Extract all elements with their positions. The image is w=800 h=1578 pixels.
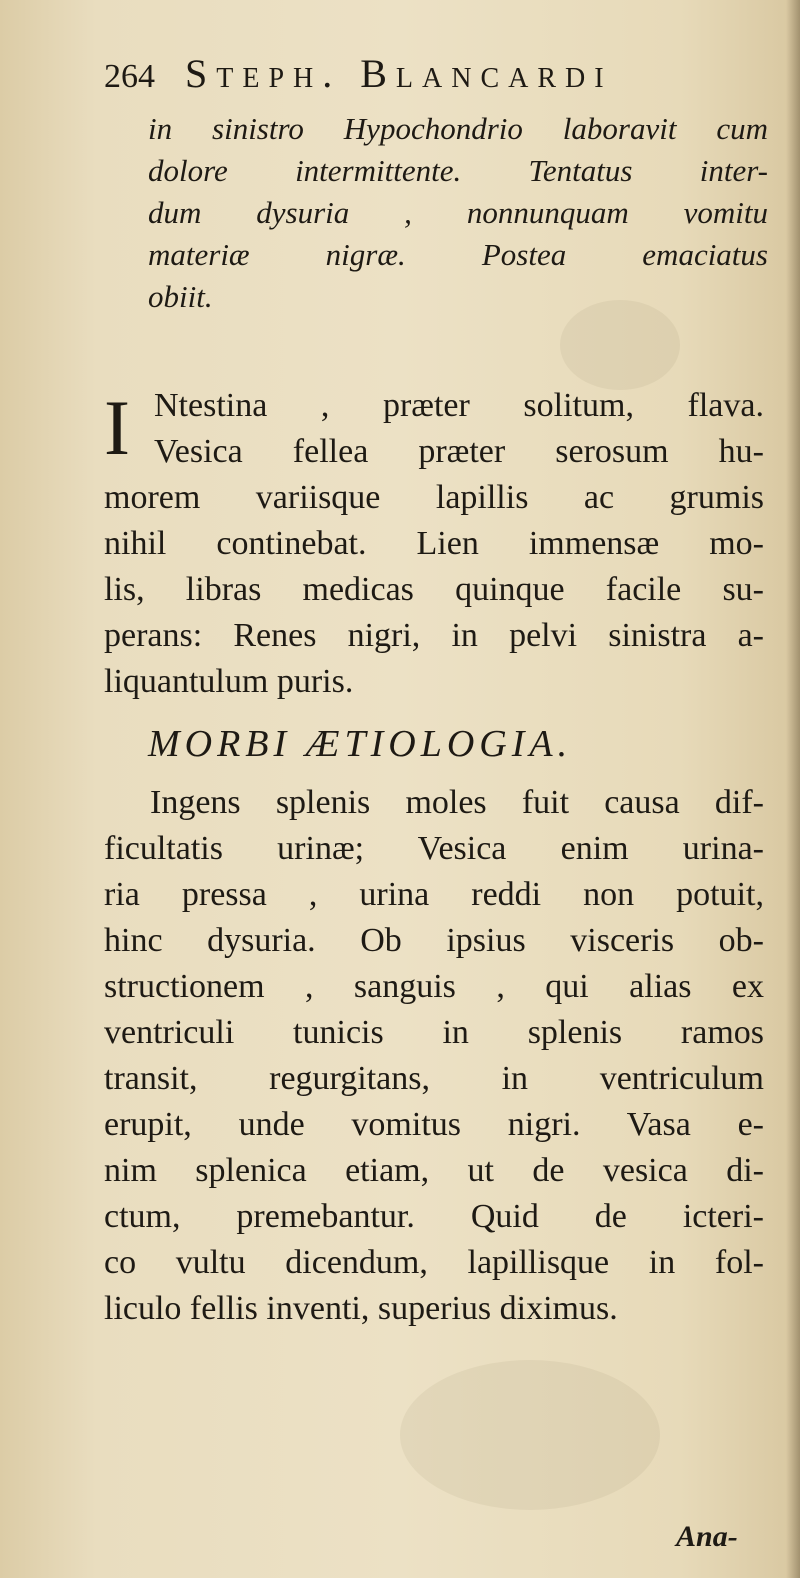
text-line: liculo fellis inventi, superius diximus.: [104, 1290, 618, 1327]
text-line: transit, regurgitans, in ventriculum: [104, 1060, 764, 1097]
autopsy-paragraph: [104, 383, 764, 705]
text-line: ria pressa , urina reddi non potuit,: [104, 876, 764, 913]
text-line: materiæ nigræ. Postea emaciatus: [148, 237, 768, 272]
text-line: hinc dysuria. Ob ipsius visceris ob-: [104, 922, 764, 959]
page-header: [104, 50, 724, 100]
text-line: ventriculi tunicis in splenis ramos: [104, 1014, 764, 1051]
text-line: co vultu dicendum, lapillisque in fol-: [104, 1244, 764, 1281]
text-line: nim splenica etiam, ut de vesica di-: [104, 1152, 764, 1189]
text-line: dolore intermittente. Tentatus inter-: [148, 153, 768, 188]
drop-cap: I: [104, 384, 130, 471]
text-line: liquantulum puris.: [104, 663, 354, 700]
text-line: morem variisque lapillis ac grumis: [104, 479, 764, 516]
page-edge-shadow: [786, 0, 800, 1578]
text-line: structionem , sanguis , qui alias ex: [104, 968, 764, 1005]
page-number: 264: [104, 58, 155, 95]
catchword: Ana-: [676, 1520, 738, 1553]
text-line: ctum, premebantur. Quid de icteri-: [104, 1198, 764, 1235]
case-history-ending: [148, 108, 768, 318]
text-line: Vesica fellea præter serosum hu-: [154, 433, 764, 470]
aetiology-paragraph: [104, 780, 764, 1332]
text-line: obiit.: [148, 279, 213, 314]
text-line: ficultatis urinæ; Vesica enim urina-: [104, 830, 764, 867]
text-line: perans: Renes nigri, in pelvi sinistra a-: [104, 617, 764, 654]
section-heading: MORBI ÆTIOLOGIA.: [148, 723, 573, 765]
text-line: lis, libras medicas quinque facile su-: [104, 571, 764, 608]
text-line: nihil continebat. Lien immensæ mo-: [104, 525, 764, 562]
running-head: Steph. Blancardi: [185, 51, 613, 96]
text-line: dum dysuria , nonnunquam vomitu: [148, 195, 768, 230]
stain: [400, 1360, 660, 1510]
text-line: erupit, unde vomitus nigri. Vasa e-: [104, 1106, 764, 1143]
text-line: in sinistro Hypochondrio laboravit cum: [148, 111, 768, 146]
text-line: Ntestina , præter solitum, flava.: [154, 387, 764, 424]
text-line: Ingens splenis moles fuit causa dif-: [150, 784, 764, 821]
